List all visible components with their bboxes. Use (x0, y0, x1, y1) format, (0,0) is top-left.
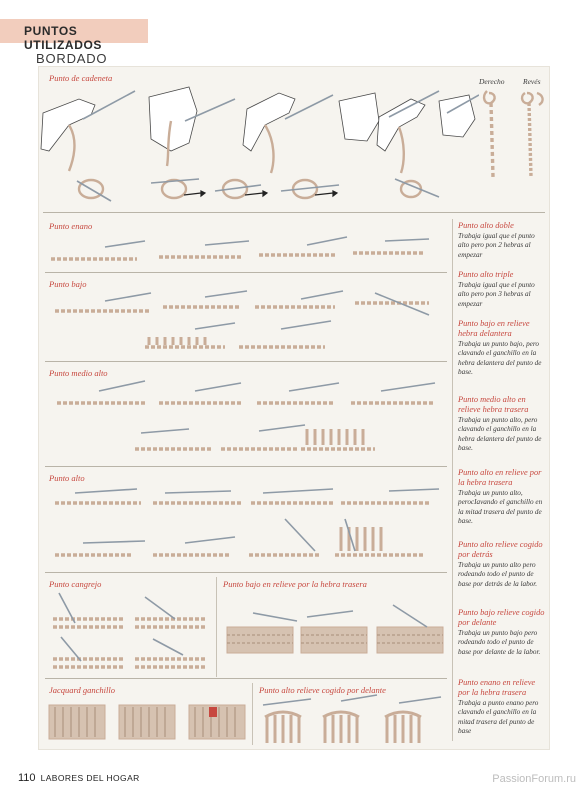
label-reves: Revés (523, 77, 541, 86)
side-note (458, 608, 546, 657)
side-note-title: Punto alto en relieve por la hebra trasera (458, 468, 542, 487)
bajo-relieve-trasera-illustration (223, 591, 449, 675)
side-note-title: Punto bajo relieve cogido por delante (458, 608, 545, 627)
side-note-desc: Trabaja un punto bajo, pero clavando el ganchillo en la hebra delantera del punto de base. (458, 340, 542, 376)
chain-derecho-reves (477, 87, 547, 183)
side-note-desc: Trabaja igual que el punto alto pero pon 2 hebras al empezar (458, 232, 535, 259)
alto-relieve-delante-illustration (259, 693, 445, 747)
side-note-title: Punto alto doble (458, 221, 514, 230)
side-note (458, 468, 546, 526)
label-bajo-relieve-trasera: Punto bajo en relieve por la hebra trasera (223, 579, 367, 589)
side-note (458, 678, 546, 736)
label-medio-alto: Punto medio alto (49, 368, 108, 378)
label-jacquard: Jacquard ganchillo (49, 685, 116, 695)
side-note-title: Punto bajo en relieve hebra delantera (458, 319, 530, 338)
side-note-desc: Trabaja un punto alto, pero clavando el ganchillo en la hebra delantera del punto de base. (458, 416, 542, 452)
label-enano: Punto enano (49, 221, 93, 231)
label-cadeneta: Punto de cadeneta (49, 73, 113, 83)
side-note (458, 319, 546, 377)
medio-alto-illustration (45, 373, 445, 467)
side-note (458, 395, 546, 453)
divider (45, 678, 447, 679)
bajo-illustration (45, 285, 445, 361)
side-note-title: Punto alto triple (458, 270, 514, 279)
alto-illustration (45, 479, 445, 571)
page-folio (18, 772, 140, 784)
side-note-desc: Trabaja a punto enano pero clavando el ganchillo en la mitad trasera del punto de base (458, 699, 539, 735)
divider (45, 361, 447, 362)
side-note (458, 221, 546, 260)
label-alto-relieve-delante: Punto alto relieve cogido por delante (259, 685, 386, 695)
side-note (458, 270, 546, 309)
page-number: 110 (18, 772, 36, 784)
label-derecho: Derecho (479, 77, 505, 86)
label-alto: Punto alto (49, 473, 85, 483)
section-tag (0, 19, 148, 52)
enano-illustration (45, 227, 445, 273)
side-note-desc: Trabaja igual que el punto alto pero pon 3 hebras al empezar (458, 281, 535, 308)
divider (43, 212, 545, 213)
stitch-panel (38, 66, 550, 750)
section-subtitle: BORDADO (36, 51, 108, 66)
side-note-title: Punto medio alto en relieve hebra trasera (458, 395, 529, 414)
label-bajo: Punto bajo (49, 279, 87, 289)
side-note-desc: Trabaja un punto bajo pero rodeando todo el punto de base por delante de la labor. (458, 629, 541, 656)
side-note-desc: Trabaja un punto alto pero rodeando todo el punto de base por detrás de la labor. (458, 561, 538, 588)
section-title: PUNTOS UTILIZADOS (24, 24, 102, 52)
cadeneta-illustration (39, 81, 479, 206)
side-note-title: Punto alto relieve cogido por detrás (458, 540, 543, 559)
side-note (458, 540, 546, 589)
jacquard-illustration (45, 695, 251, 747)
label-cangrejo: Punto cangrejo (49, 579, 102, 589)
cangrejo-illustration (45, 589, 215, 675)
column-divider (252, 683, 253, 745)
column-divider (452, 219, 453, 741)
side-note-desc: Trabaja un punto alto, perocIavando el ganchillo en la mitad trasera del punto de base. (458, 489, 543, 525)
divider (45, 572, 447, 573)
watermark: PassionForum.ru (492, 773, 576, 785)
magazine-name: LABORES DEL HOGAR (40, 773, 140, 783)
column-divider (216, 577, 217, 677)
side-note-title: Punto enano en relieve por la hebra trasera (458, 678, 536, 697)
